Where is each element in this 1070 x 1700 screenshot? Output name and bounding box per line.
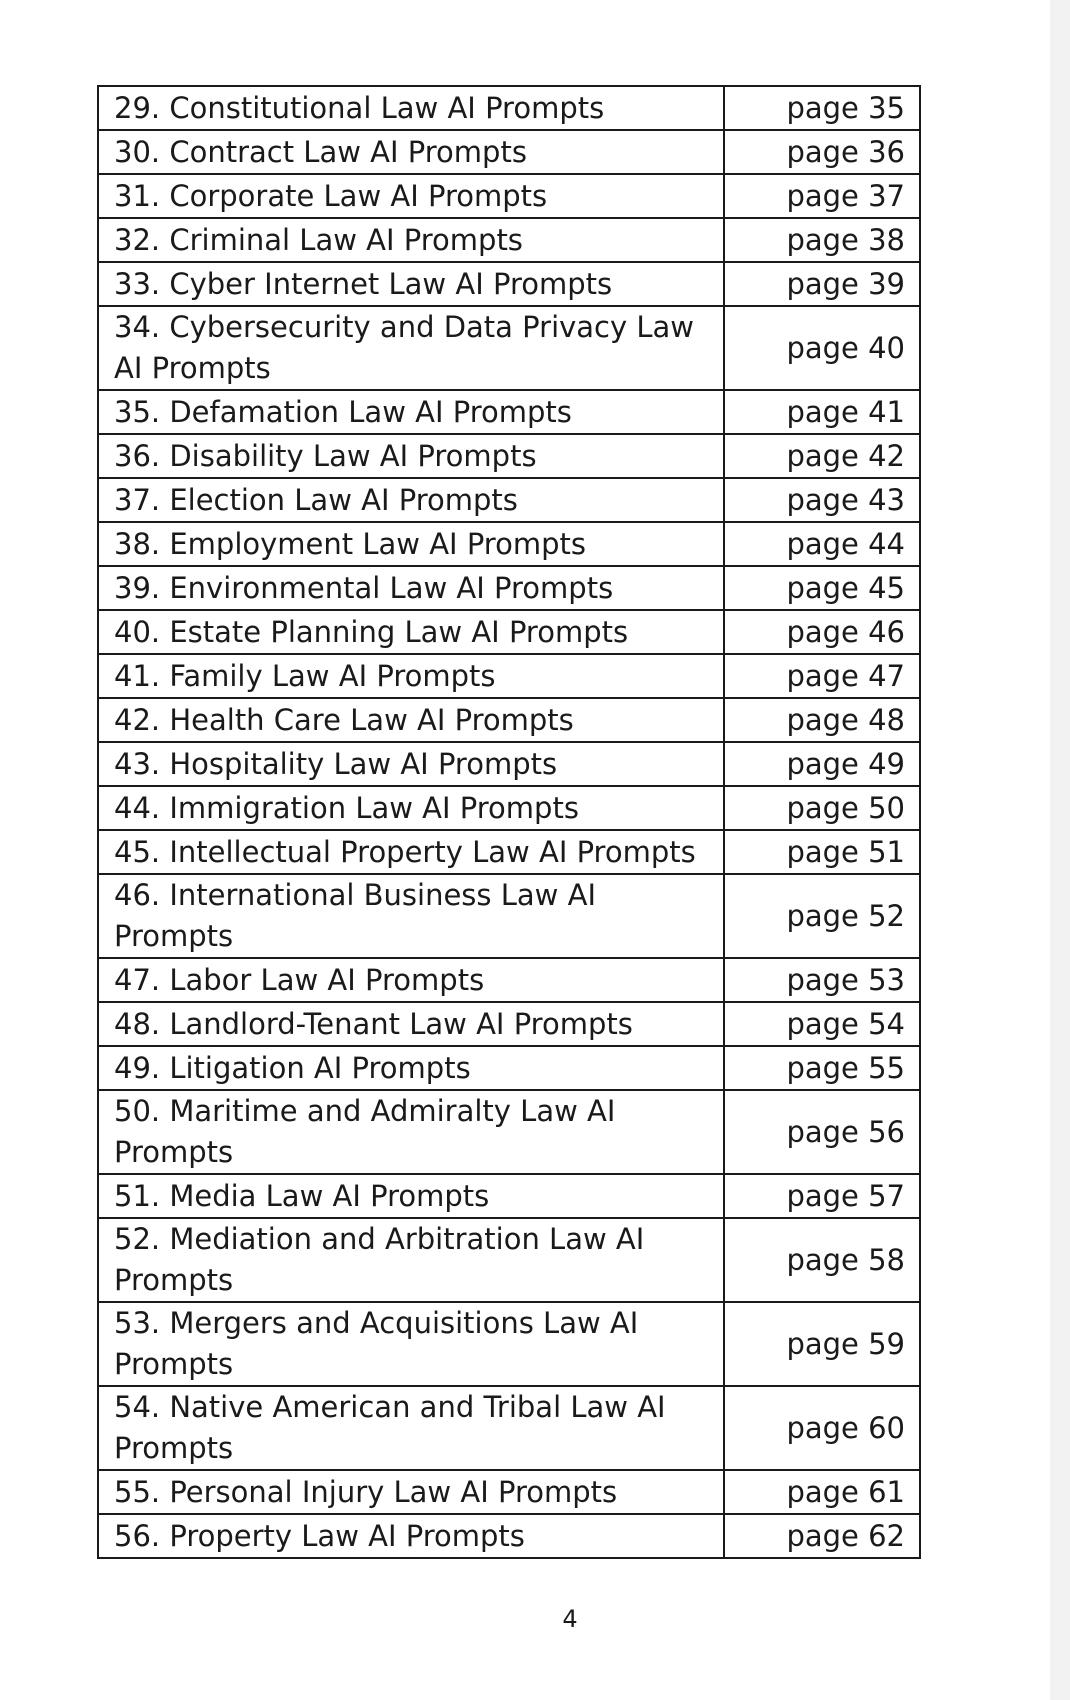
toc-row — [98, 218, 920, 262]
toc-entry-page: page 56 — [724, 1090, 920, 1174]
toc-entry-title: 42. Health Care Law AI Prompts — [98, 698, 724, 742]
viewer-margin — [1050, 0, 1070, 1700]
toc-entry-title: 47. Labor Law AI Prompts — [98, 958, 724, 1002]
toc-entry-page: page 60 — [724, 1386, 920, 1470]
toc-entry-title: 50. Maritime and Admiralty Law AI Prompts — [98, 1090, 724, 1174]
toc-entry-page: page 43 — [724, 478, 920, 522]
toc-entry-title: 29. Constitutional Law AI Prompts — [98, 86, 724, 130]
toc-entry-title: 31. Corporate Law AI Prompts — [98, 174, 724, 218]
toc-row — [98, 1218, 920, 1302]
toc-entry-page: page 42 — [724, 434, 920, 478]
toc-row — [98, 786, 920, 830]
toc-entry-page: page 44 — [724, 522, 920, 566]
toc-row — [98, 478, 920, 522]
toc-entry-page: page 53 — [724, 958, 920, 1002]
toc-entry-title: 54. Native American and Tribal Law AI Prompts — [98, 1386, 724, 1470]
toc-entry-page: page 52 — [724, 874, 920, 958]
toc-row — [98, 86, 920, 130]
toc-row — [98, 262, 920, 306]
toc-entry-title: 41. Family Law AI Prompts — [98, 654, 724, 698]
toc-row — [98, 390, 920, 434]
toc-entry-title: 39. Environmental Law AI Prompts — [98, 566, 724, 610]
toc-row — [98, 742, 920, 786]
toc-row — [98, 1174, 920, 1218]
toc-row — [98, 958, 920, 1002]
toc-entry-page: page 35 — [724, 86, 920, 130]
toc-row — [98, 566, 920, 610]
toc-row — [98, 1302, 920, 1386]
toc-entry-title: 53. Mergers and Acquisitions Law AI Prompts — [98, 1302, 724, 1386]
toc-entry-page: page 58 — [724, 1218, 920, 1302]
toc-row — [98, 130, 920, 174]
toc-entry-title: 35. Defamation Law AI Prompts — [98, 390, 724, 434]
toc-row — [98, 1090, 920, 1174]
toc-row — [98, 1514, 920, 1558]
toc-entry-page: page 37 — [724, 174, 920, 218]
toc-row — [98, 434, 920, 478]
toc-entry-page: page 39 — [724, 262, 920, 306]
toc-row — [98, 830, 920, 874]
toc-entry-page: page 46 — [724, 610, 920, 654]
toc-entry-page: page 62 — [724, 1514, 920, 1558]
toc-entry-page: page 57 — [724, 1174, 920, 1218]
toc-entry-title: 38. Employment Law AI Prompts — [98, 522, 724, 566]
toc-row — [98, 1002, 920, 1046]
table-of-contents — [97, 85, 921, 1559]
toc-entry-page: page 61 — [724, 1470, 920, 1514]
toc-entry-title: 46. International Business Law AI Prompts — [98, 874, 724, 958]
toc-row — [98, 654, 920, 698]
toc-row — [98, 1046, 920, 1090]
toc-body — [98, 86, 920, 1558]
toc-entry-page: page 55 — [724, 1046, 920, 1090]
toc-entry-page: page 59 — [724, 1302, 920, 1386]
toc-row — [98, 610, 920, 654]
toc-entry-title: 37. Election Law AI Prompts — [98, 478, 724, 522]
page-number: 4 — [562, 1605, 578, 1633]
toc-entry-page: page 47 — [724, 654, 920, 698]
toc-row — [98, 874, 920, 958]
toc-entry-page: page 41 — [724, 390, 920, 434]
toc-entry-title: 48. Landlord-Tenant Law AI Prompts — [98, 1002, 724, 1046]
toc-entry-title: 51. Media Law AI Prompts — [98, 1174, 724, 1218]
toc-entry-title: 49. Litigation AI Prompts — [98, 1046, 724, 1090]
toc-row — [98, 522, 920, 566]
toc-entry-title: 33. Cyber Internet Law AI Prompts — [98, 262, 724, 306]
toc-entry-title: 40. Estate Planning Law AI Prompts — [98, 610, 724, 654]
toc-entry-title: 56. Property Law AI Prompts — [98, 1514, 724, 1558]
toc-entry-title: 45. Intellectual Property Law AI Prompts — [98, 830, 724, 874]
toc-entry-page: page 49 — [724, 742, 920, 786]
toc-row — [98, 174, 920, 218]
toc-entry-page: page 51 — [724, 830, 920, 874]
toc-entry-title: 34. Cybersecurity and Data Privacy Law AI Prompts — [98, 306, 724, 390]
toc-entry-page: page 45 — [724, 566, 920, 610]
toc-row — [98, 698, 920, 742]
toc-entry-title: 44. Immigration Law AI Prompts — [98, 786, 724, 830]
toc-entry-title: 32. Criminal Law AI Prompts — [98, 218, 724, 262]
toc-row — [98, 1386, 920, 1470]
toc-entry-page: page 54 — [724, 1002, 920, 1046]
toc-entry-page: page 38 — [724, 218, 920, 262]
toc-row — [98, 1470, 920, 1514]
toc-entry-title: 36. Disability Law AI Prompts — [98, 434, 724, 478]
toc-entry-page: page 50 — [724, 786, 920, 830]
toc-entry-title: 52. Mediation and Arbitration Law AI Prompts — [98, 1218, 724, 1302]
toc-entry-title: 43. Hospitality Law AI Prompts — [98, 742, 724, 786]
toc-entry-title: 30. Contract Law AI Prompts — [98, 130, 724, 174]
toc-entry-page: page 48 — [724, 698, 920, 742]
toc-entry-page: page 36 — [724, 130, 920, 174]
toc-entry-title: 55. Personal Injury Law AI Prompts — [98, 1470, 724, 1514]
toc-row — [98, 306, 920, 390]
toc-entry-page: page 40 — [724, 306, 920, 390]
